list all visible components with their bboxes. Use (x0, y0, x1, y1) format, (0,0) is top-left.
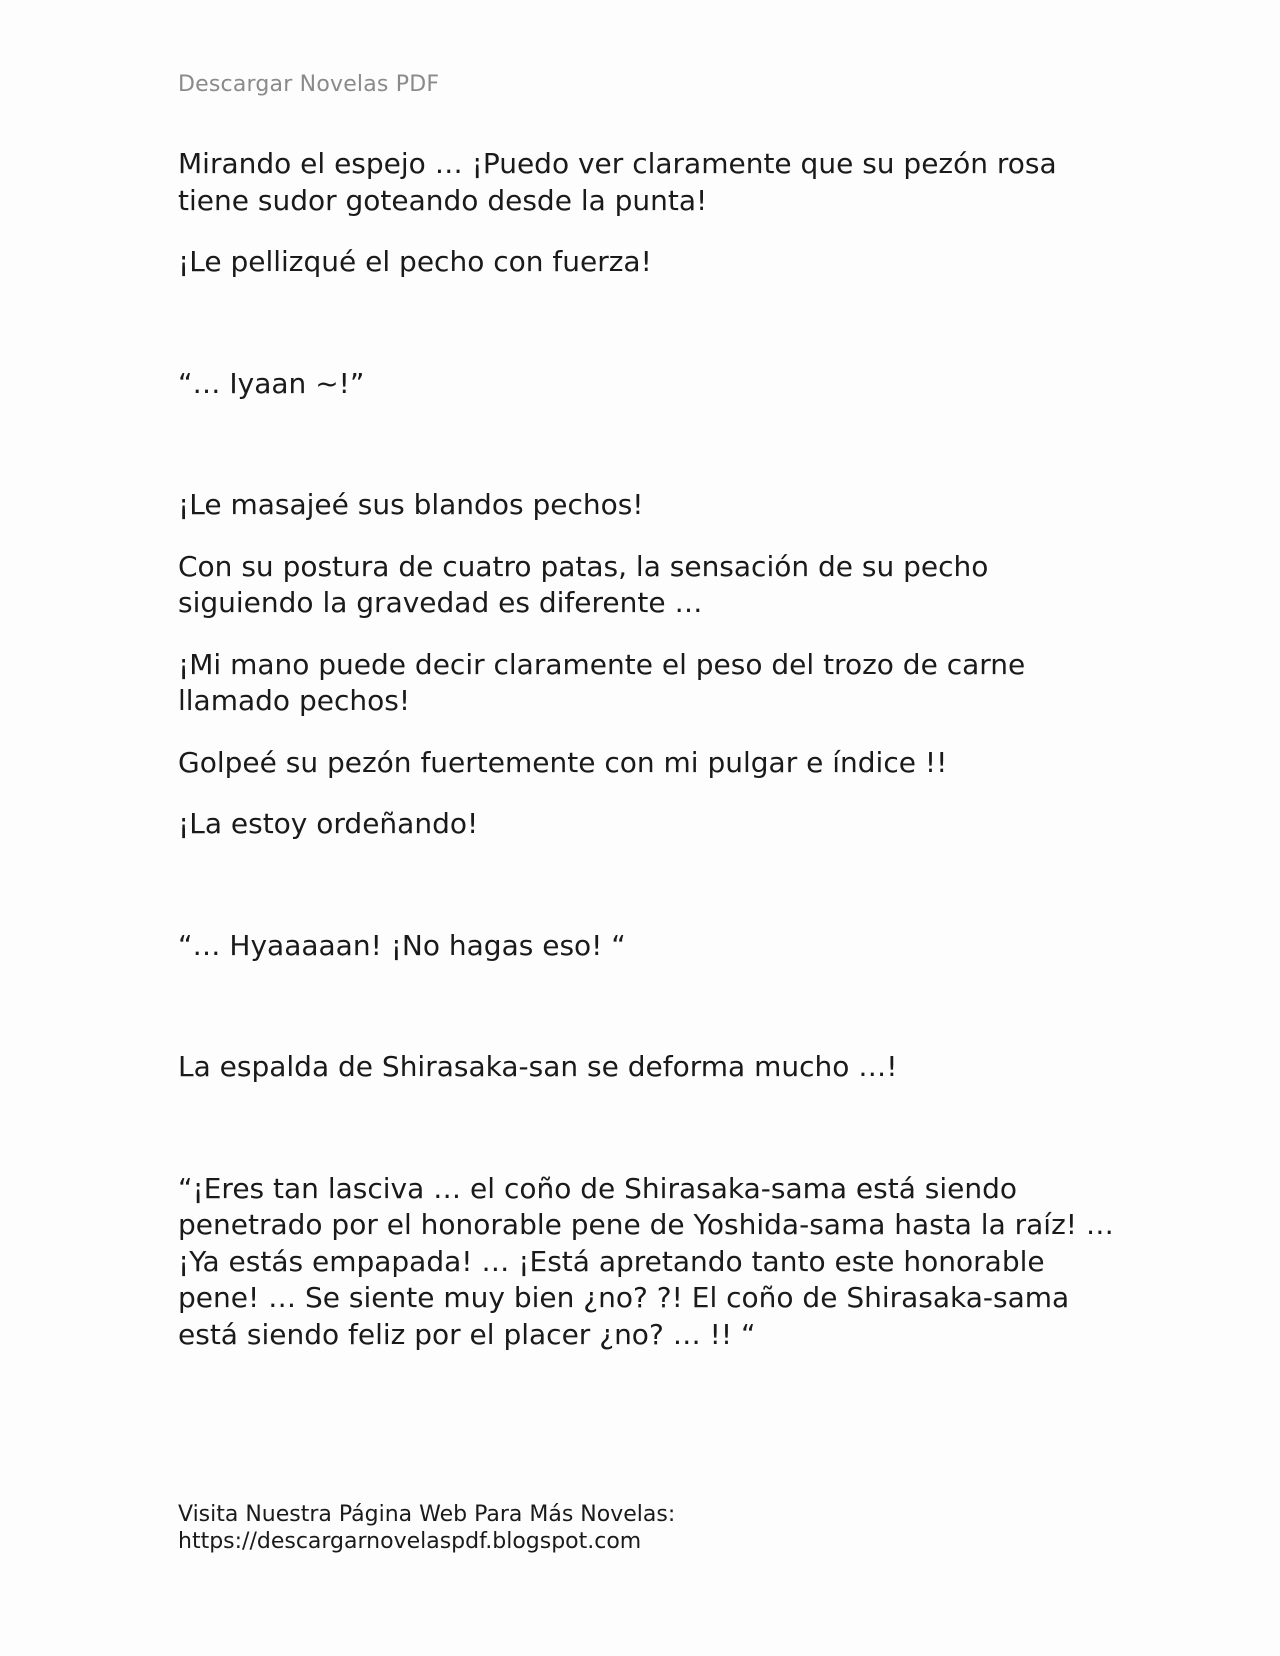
paragraph: ¡La estoy ordeñando! (178, 807, 479, 840)
paragraph-spacer (178, 1111, 1118, 1171)
paragraph: Con su postura de cuatro patas, la sensación de su pecho siguiendo la gravedad es diferente … (178, 549, 998, 619)
paragraph: La espalda de Shirasaka-san se deforma mucho …! (178, 1050, 898, 1083)
page-footer (178, 1501, 675, 1555)
paragraph: Mirando el espejo … ¡Puedo ver claramente que su pezón rosa tiene sudor goteando desde la punta! (178, 147, 1066, 217)
dialogue-paragraph: “… Hyaaaaan! ¡No hagas eso! “ (178, 928, 626, 962)
paragraph-spacer (178, 427, 1118, 487)
paragraph-spacer (178, 306, 1118, 366)
dialogue-paragraph: “¡Eres tan lasciva … el coño de Shirasaka-sama está siendo penetrado por el honorable pene de Yoshida-sama hasta la raíz! … ¡Ya estás empapada! … ¡Está apretando tanto este honorable pene! … Se siente muy bien ¿no? ?! El coño de Shirasaka-sama está siendo feliz por el placer ¿no? … !! “ (178, 1171, 1123, 1351)
document-page (178, 0, 1123, 1656)
footer-website-url: https://descargarnovelaspdf.blogspot.com (178, 1529, 642, 1554)
story-text (178, 146, 1123, 1378)
paragraph: Golpeé su pezón fuertemente con mi pulgar e índice !! (178, 745, 948, 779)
paragraph: ¡Le pellizqué el pecho con fuerza! (178, 245, 652, 278)
paragraph: ¡Le masajeé sus blandos pechos! (178, 488, 644, 521)
page-header: Descargar Novelas PDF (178, 72, 440, 97)
paragraph-spacer (178, 868, 1118, 928)
paragraph: ¡Mi mano puede decir claramente el peso del trozo de carne llamado pechos! (178, 647, 1035, 717)
paragraph-spacer (178, 989, 1118, 1049)
dialogue-paragraph: “… Iyaan ~!” (178, 366, 365, 400)
footer-promo-text: Visita Nuestra Página Web Para Más Novelas: (178, 1502, 676, 1527)
